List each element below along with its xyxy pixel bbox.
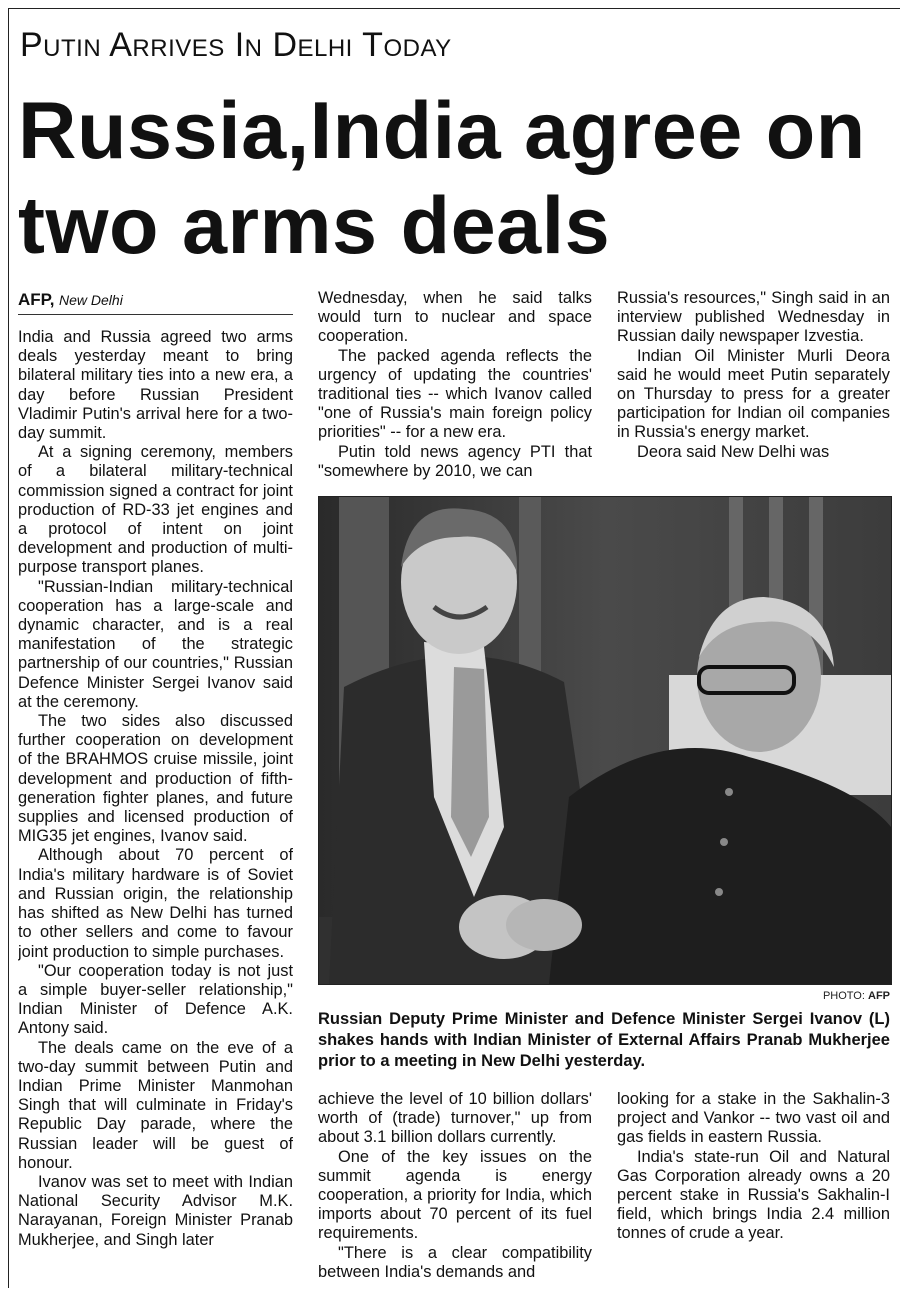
news-photo (318, 496, 892, 985)
paragraph: achieve the level of 10 billion dollars' worth of (trade) turnover," up from about 3.1 billion dollars currently. (318, 1090, 592, 1147)
paragraph: "Russian-Indian military-technical cooperation has a large-scale and dynamic character, and is a real manifestation of the strategic partnership of our countries," Russian Defence Minister Sergei Ivanov said at the ceremony. (18, 577, 293, 711)
paragraph: Wednesday, when he said talks would turn to nuclear and space cooperation. (318, 289, 592, 346)
column-1 (18, 328, 293, 1288)
paragraph: Putin told news agency PTI that "somewhere by 2010, we can (318, 442, 592, 480)
handshake-photo-illustration (319, 497, 891, 984)
paragraph: One of the key issues on the summit agenda is energy cooperation, a priority for India, which imports about 70 percent of its fuel requirements. (318, 1147, 592, 1243)
paragraph: looking for a stake in the Sakhalin-3 project and Vankor -- two vast oil and gas fields in eastern Russia. (617, 1090, 890, 1147)
paragraph: The packed agenda reflects the urgency of updating the countries' traditional ties -- which Ivanov called "one of Russia's main foreign policy priorities" -- for a new era. (318, 346, 592, 442)
column-2-top (318, 289, 592, 489)
paragraph: Russia's resources," Singh said in an interview published Wednesday in Russian daily newspaper Izvestia. (617, 289, 890, 346)
photo-credit-prefix: PHOTO: (822, 990, 865, 1002)
photo-credit (823, 990, 890, 1002)
paragraph: The two sides also discussed further cooperation on development of the BRAHMOS cruise missile, joint development and production of fifth-generation fighter planes, and future supplies and licensed production of MIG35 jet engines, Ivanov said. (18, 712, 293, 846)
byline-agency: AFP, (18, 290, 55, 309)
byline (18, 290, 293, 315)
photo-credit-agency: AFP (868, 990, 890, 1002)
paragraph: Deora said New Delhi was (637, 442, 830, 461)
paragraph: "There is a clear compatibility between India's demands and (318, 1243, 592, 1281)
photo-caption: Russian Deputy Prime Minister and Defence Minister Sergei Ivanov (L) shakes hands with Indian Minister of External Affairs Pranab Mukherjee prior to a meeting in New Delhi yesterday. (318, 1010, 890, 1070)
headline-line-1: Russia,India agree on (18, 86, 866, 176)
paragraph: Although about 70 percent of India's military hardware is of Soviet and Russian origin, the relationship has shifted as New Delhi has turned to other sellers and come to favour joint production to simple purchases. (18, 846, 293, 961)
paragraph: Ivanov was set to meet with Indian National Security Advisor M.K. Narayanan, Foreign Minister Pranab Mukherjee, and Singh later (18, 1172, 293, 1249)
page-left-rule (8, 8, 9, 1288)
byline-location: New Delhi (59, 292, 123, 308)
column-3-top (617, 289, 890, 489)
paragraph: The deals came on the eve of a two-day summit between Putin and Indian Prime Minister Manmohan Singh that will culminate in Friday's Republic Day parade, where the Russian leader will be guest of honour. (18, 1038, 293, 1172)
kicker-text: Putin Arrives In Delhi Today (20, 26, 452, 64)
paragraph: "Our cooperation today is not just a simple buyer-seller relationship," Indian Minister of Defence A.K. Antony said. (18, 961, 293, 1038)
paragraph: Indian Oil Minister Murli Deora said he would meet Putin separately on Thursday to press for a greater participation for Indian oil companies in Russia's energy market. (617, 346, 890, 442)
column-3-bottom (617, 1090, 890, 1290)
page-top-rule (8, 8, 900, 9)
headline (18, 84, 898, 274)
column-2-bottom (318, 1090, 592, 1290)
paragraph: India and Russia agreed two arms deals yesterday meant to bring bilateral military ties into a new era, a day before Russian President Vladimir Putin's arrival here for a two-day summit. (18, 328, 293, 443)
paragraph: At a signing ceremony, members of a bilateral military-technical commission signed a contract for joint production of RD-33 jet engines and a protocol of intent on joint development and production of multi-purpose transport planes. (18, 443, 293, 577)
paragraph: India's state-run Oil and Natural Gas Corporation already owns a 20 percent stake in Russia's Sakhalin-I field, which brings India 2.4 million tonnes of crude a year. (617, 1147, 890, 1243)
headline-line-2: two arms deals (18, 181, 611, 271)
kicker (20, 26, 452, 65)
